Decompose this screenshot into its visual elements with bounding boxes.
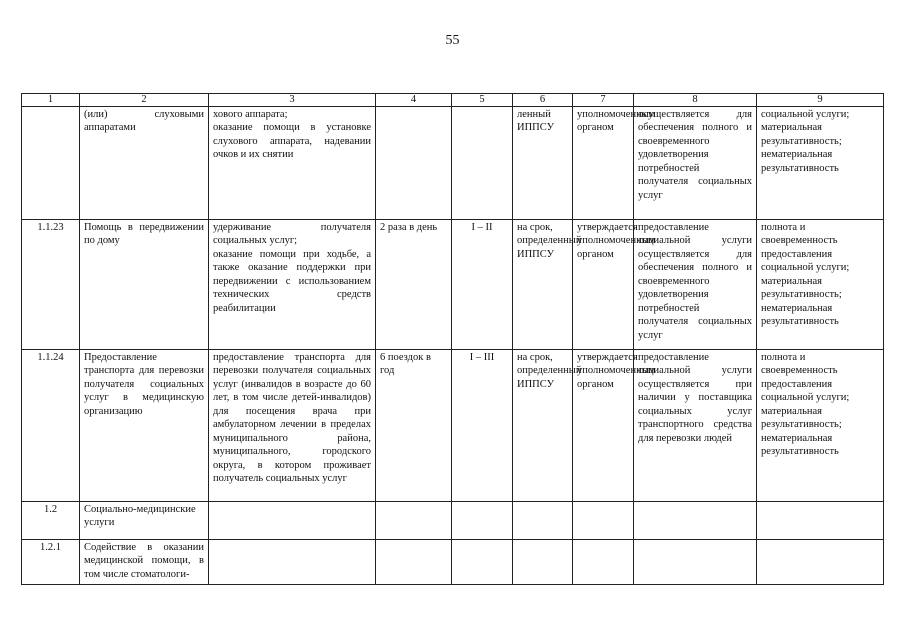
service-quality-indicators bbox=[757, 220, 884, 350]
service-description-text: удерживание получателя социальных услуг; оказание помощи при ходьбе, а также оказание поддержки при передвижении с использованием технических средств реабилитации bbox=[213, 222, 371, 314]
header-col-9: 9 bbox=[757, 94, 884, 107]
empty-cell bbox=[452, 540, 513, 585]
table-row bbox=[22, 220, 884, 350]
empty-cell bbox=[513, 540, 573, 585]
service-frequency: 2 раза в день bbox=[376, 220, 452, 350]
row-number: 1.1.24 bbox=[22, 350, 80, 502]
service-form: I – III bbox=[452, 350, 513, 502]
row-number: 1.1.23 bbox=[22, 220, 80, 350]
service-term: на срок, определенный ИППСУ bbox=[513, 350, 573, 502]
header-col-5: 5 bbox=[452, 94, 513, 107]
empty-cell bbox=[634, 502, 757, 540]
service-form: I – II bbox=[452, 220, 513, 350]
header-col-4: 4 bbox=[376, 94, 452, 107]
service-conditions: осуществляется для обеспечения полного и своевременного удовлетворения потребностей получателя социальных услуг bbox=[634, 107, 757, 220]
header-col-7: 7 bbox=[573, 94, 634, 107]
service-description bbox=[209, 220, 376, 350]
service-name: Социально-медицинские услуги bbox=[80, 502, 209, 540]
service-quality-text: полнота и своевременность предоставления социальной услуги; материальная результативность; нематериальная результативность bbox=[761, 352, 850, 458]
service-quality-indicators bbox=[757, 107, 884, 220]
service-description bbox=[209, 107, 376, 220]
service-name: (или) слуховыми аппаратами bbox=[80, 107, 209, 220]
empty-cell bbox=[757, 540, 884, 585]
row-number: 1.2.1 bbox=[22, 540, 80, 585]
service-quality-text: полнота и своевременность предоставления социальной услуги; материальная результативность; нематериальная результативность bbox=[761, 222, 850, 328]
header-col-6: 6 bbox=[513, 94, 573, 107]
service-frequency: 6 поездок в год bbox=[376, 350, 452, 502]
service-frequency bbox=[376, 107, 452, 220]
services-table bbox=[21, 93, 884, 585]
empty-cell bbox=[209, 540, 376, 585]
service-conditions: предоставление социальной услуги осуществляется при наличии у поставщика социальных услуг транспортного средства для перевозки людей bbox=[634, 350, 757, 502]
service-name: Содействие в оказании медицинской помощи, в том числе стоматологи- bbox=[80, 540, 209, 585]
empty-cell bbox=[634, 540, 757, 585]
table-row bbox=[22, 107, 884, 220]
header-col-1: 1 bbox=[22, 94, 80, 107]
service-quality-indicators bbox=[757, 350, 884, 502]
row-number bbox=[22, 107, 80, 220]
service-description bbox=[209, 350, 376, 502]
empty-cell bbox=[573, 540, 634, 585]
table-row section-row bbox=[22, 502, 884, 540]
empty-cell bbox=[757, 502, 884, 540]
empty-cell bbox=[573, 502, 634, 540]
service-term: на срок, определенный ИППСУ bbox=[513, 220, 573, 350]
service-description-text: хового аппарата; оказание помощи в установке слухового аппарата, надевании очков и их снятии bbox=[213, 109, 371, 161]
service-quality-text: социальной услуги; материальная результативность; нематериальная результативность bbox=[761, 109, 850, 174]
empty-cell bbox=[209, 502, 376, 540]
service-cost: уполномоченным органом bbox=[573, 107, 634, 220]
service-name: Предоставление транспорта для перевозки получателя социальных услуг в медицинскую организацию bbox=[80, 350, 209, 502]
empty-cell bbox=[376, 502, 452, 540]
page-number: 55 bbox=[445, 33, 460, 48]
empty-cell bbox=[513, 502, 573, 540]
service-name: Помощь в передвижении по дому bbox=[80, 220, 209, 350]
service-description-text: предоставление транспорта для перевозки получателя социальных услуг (инвалидов в возрасте до 60 лет, в том числе детей-инвалидов) для посещения врача при амбулаторном лечении в пределах муниципального района, муниципального, городского округа, в котором проживает получатель социальных услуг bbox=[213, 352, 374, 484]
table-row bbox=[22, 540, 884, 585]
service-conditions: предоставление социальной услуги осуществляется для обеспечения полного и своевременного удовлетворения потребностей получателя социальных услуг bbox=[634, 220, 757, 350]
header-col-3: 3 bbox=[209, 94, 376, 107]
service-cost: утверждается уполномоченным органом bbox=[573, 350, 634, 502]
empty-cell bbox=[376, 540, 452, 585]
table-row bbox=[22, 350, 884, 502]
row-number: 1.2 bbox=[22, 502, 80, 540]
service-form bbox=[452, 107, 513, 220]
service-term: ленный ИППСУ bbox=[513, 107, 573, 220]
empty-cell bbox=[452, 502, 513, 540]
table-header-row bbox=[22, 94, 884, 107]
header-col-2: 2 bbox=[80, 94, 209, 107]
header-col-8: 8 bbox=[634, 94, 757, 107]
service-cost: утверждается уполномоченным органом bbox=[573, 220, 634, 350]
